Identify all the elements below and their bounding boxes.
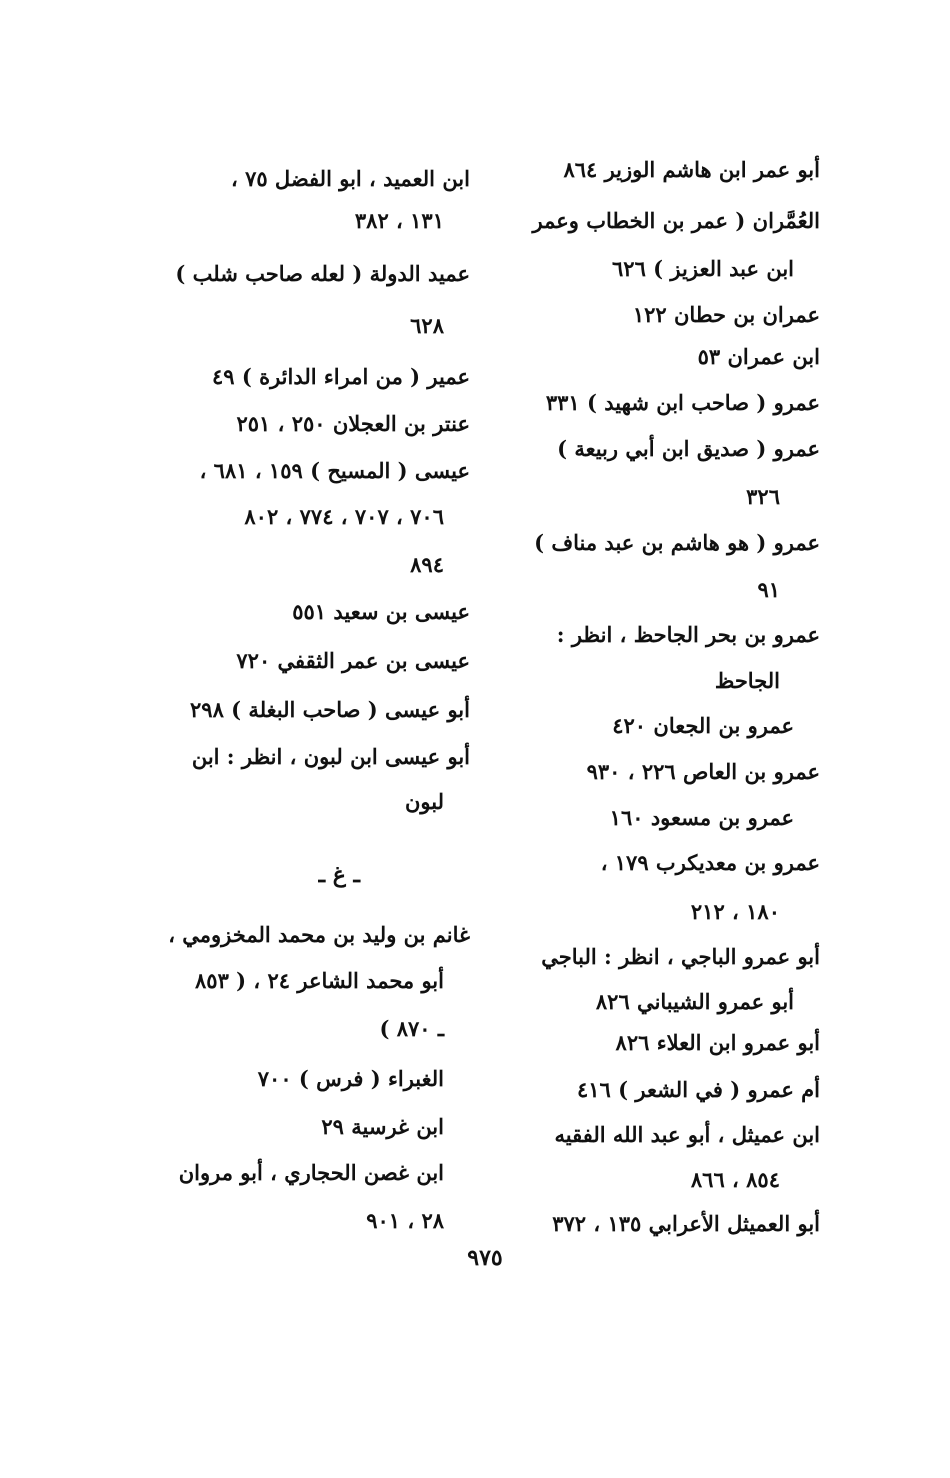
index-entry: عميد الدولة ( لعله صاحب شلب ): [175, 261, 470, 286]
index-entry: عمرو بن الجعان ٤٢٠: [612, 713, 794, 738]
index-entry: أم عمرو ( في الشعر ) ٤١٦: [576, 1077, 820, 1102]
index-entry: عيسى ( المسيح ) ١٥٩ ، ٦٨١ ،: [199, 458, 470, 483]
index-entry: عنتر بن العجلان ٢٥٠ ، ٢٥١: [236, 411, 470, 436]
index-entry: عمرو بن العاص ٢٢٦ ، ٩٣٠: [586, 759, 820, 784]
index-entry-continuation: لبون: [404, 789, 444, 814]
index-entry: عمرو بن معديكرب ١٧٩ ،: [600, 850, 820, 875]
index-entry: أبو العميثل الأعرابي ١٣٥ ، ٣٧٢: [552, 1211, 820, 1236]
index-entry-continuation: الجاحظ: [714, 668, 780, 693]
index-entry: عمرو بن بحر الجاحظ ، انظر :: [556, 622, 820, 647]
index-entry: عمير ( من امراء الدائرة ) ٤٩: [211, 364, 470, 389]
index-entry-continuation: ٩١: [757, 577, 780, 602]
index-entry-continuation: ٦٢٨: [410, 313, 444, 338]
index-entry-continuation: ٢٨ ، ٩٠١: [366, 1208, 444, 1233]
index-entry-continuation: ١٣١ ، ٣٨٢: [354, 208, 444, 233]
index-entry: عمران بن حطان ١٢٢: [632, 302, 820, 327]
index-entry: ابن العميد ، ابو الفضل ٧٥ ،: [230, 166, 470, 191]
index-entry: الغبراء ( فرس ) ٧٠٠: [257, 1066, 444, 1091]
index-entry: عمرو ( صاحب ابن شهيد ) ٣٣١: [545, 390, 820, 415]
index-entry: ابن غصن الحجاري ، أبو مروان: [178, 1160, 444, 1185]
index-entry: أبو عمرو ابن العلاء ٨٢٦: [615, 1030, 820, 1055]
index-entry: عيسى بن عمر الثقفي ٧٢٠: [236, 648, 470, 673]
index-entry: غانم بن وليد بن محمد المخزومي ،: [168, 922, 470, 947]
page-number: ٩٧٥: [467, 1245, 503, 1271]
index-entry-continuation: ٧٠٦ ، ٧٠٧ ، ٧٧٤ ، ٨٠٢: [244, 504, 444, 529]
index-entry: أبو عيسى ابن لبون ، انظر : ابن: [191, 744, 470, 769]
index-entry: أبو عيسى ( صاحب البغلة ) ٢٩٨: [190, 697, 470, 722]
index-entry-continuation: ١٨٠ ، ٢١٢: [690, 899, 780, 924]
index-entry: عمرو ( صديق ابن أبي ربيعة ): [557, 436, 820, 461]
index-entry: العُمَّران ( عمر بن الخطاب وعمر: [532, 208, 820, 233]
index-entry-continuation: ٨٩٤: [410, 552, 444, 577]
index-entry: أبو عمر ابن هاشم الوزير ٨٦٤: [563, 157, 820, 182]
index-entry: عمرو بن مسعود ١٦٠: [609, 805, 794, 830]
index-entry: ابن غرسية ٢٩: [321, 1114, 444, 1139]
index-entry-continuation: أبو محمد الشاعر ٢٤ ، ( ٨٥٣: [195, 968, 444, 993]
index-entry: ابن عميثل ، أبو عبد الله الفقيه: [554, 1122, 820, 1147]
index-entry: عيسى بن سعيد ٥٥١: [292, 599, 470, 624]
section-letter-heading: ـ غ ـ: [318, 862, 360, 888]
index-entry: عمرو ( هو هاشم بن عبد مناف ): [534, 530, 820, 555]
index-entry-continuation: ابن عبد العزيز ) ٦٢٦: [612, 256, 794, 281]
index-entry-continuation: ٣٢٦: [746, 484, 780, 509]
index-entry: أبو عمرو الباجي ، انظر : الباجي: [541, 944, 820, 969]
index-entry-continuation: ـ ٨٧٠ ): [379, 1016, 444, 1041]
index-entry-continuation: ٨٥٤ ، ٨٦٦: [690, 1167, 780, 1192]
index-entry: أبو عمرو الشيباني ٨٢٦: [595, 989, 794, 1014]
index-entry: ابن عمران ٥٣: [697, 344, 820, 369]
